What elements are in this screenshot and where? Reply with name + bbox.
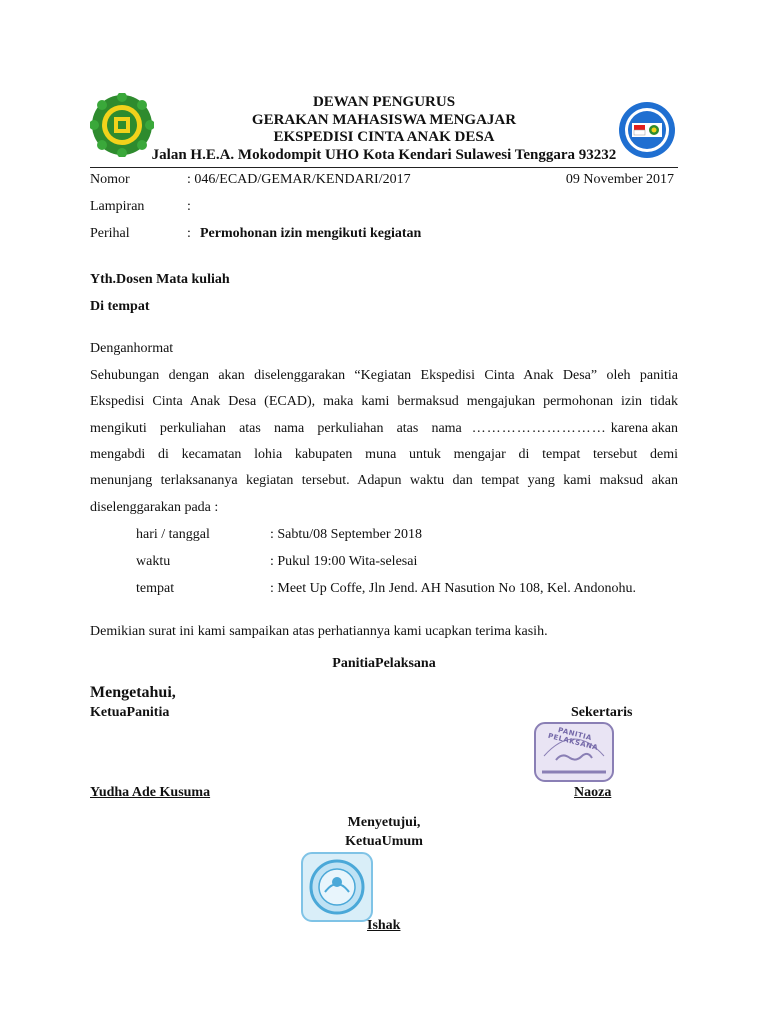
body-line-5: menunjang terlaksananya kegiatan tersebut. Adapun waktu dan tempat yang kami maksud akan xyxy=(90,473,678,488)
ketua-umum-title: KetuaUmum xyxy=(345,834,423,849)
committee-stamp-icon xyxy=(534,722,614,782)
lampiran-value: : xyxy=(187,199,191,214)
body-line-3b: karena akan xyxy=(610,421,678,436)
org-title-line1: DEWAN PENGURUS xyxy=(312,94,456,110)
body-line-3 xyxy=(90,421,678,437)
committee-stamp-text: PANITIA PELAKSANA xyxy=(547,726,599,752)
org-address: Jalan H.E.A. Mokodompit UHO Kota Kendari Sulawesi Tenggara 93232 xyxy=(151,147,617,163)
schedule-value-place: : Meet Up Coffe, Jln Jend. AH Nasution No 108, Kel. Andonohu. xyxy=(270,581,637,596)
schedule-label-place: tempat xyxy=(136,581,175,596)
body-line-1: Sehubungan dengan akan diselenggarakan “Kegiatan Ekspedisi Cinta Anak Desa” oleh panitia xyxy=(90,368,678,383)
schedule-value-day: : Sabtu/08 September 2018 xyxy=(270,527,423,542)
body-line-6: diselenggarakan pada : xyxy=(90,500,219,515)
recipient-line2: Di tempat xyxy=(90,299,150,314)
schedule-label-time: waktu xyxy=(136,554,171,569)
org-title-line2: GERAKAN MAHASISWA MENGAJAR xyxy=(251,112,517,128)
recipient-line1: Yth.Dosen Mata kuliah xyxy=(90,272,230,287)
nomor-value: : 046/ECAD/GEMAR/KENDARI/2017 xyxy=(187,172,411,187)
perihal-colon: : xyxy=(187,226,191,241)
greeting: Denganhormat xyxy=(90,341,174,356)
organization-stamp-icon xyxy=(301,852,373,922)
sekretaris-name: Naoza xyxy=(574,785,612,800)
ketua-umum-name: Ishak xyxy=(367,918,401,933)
menyetujui-label: Menyetujui, xyxy=(347,815,421,830)
schedule-value-time: : Pukul 19:00 Wita-selesai xyxy=(270,554,418,569)
letter-date: 09 November 2017 xyxy=(565,172,674,187)
closing-sentence: Demikian surat ini kami sampaikan atas perhatiannya kami ucapkan terima kasih. xyxy=(90,624,548,639)
committee-title: PanitiaPelaksana xyxy=(332,656,436,671)
perihal-label: Perihal xyxy=(90,226,130,241)
body-line-2: Ekspedisi Cinta Anak Desa (ECAD), maka kami bermaksud mengajukan permohonan izin tidak xyxy=(90,394,678,409)
name-placeholder-dots: ……………………… xyxy=(471,421,607,436)
sekretaris-title: Sekertaris xyxy=(571,705,633,720)
mengetahui-label: Mengetahui, xyxy=(90,684,176,701)
schedule-label-day: hari / tanggal xyxy=(136,527,210,542)
body-line-3a: mengikuti perkuliahan atas nama perkuliahan atas nama xyxy=(90,421,462,436)
perihal-value: Permohonan izin mengikuti kegiatan xyxy=(200,226,422,241)
header-divider xyxy=(90,167,678,168)
org-title-line3: EKSPEDISI CINTA ANAK DESA xyxy=(273,129,495,145)
ketua-panitia-title: KetuaPanitia xyxy=(90,705,170,720)
lampiran-label: Lampiran xyxy=(90,199,145,214)
ketua-panitia-name: Yudha Ade Kusuma xyxy=(90,785,211,800)
nomor-label: Nomor xyxy=(90,172,130,187)
body-line-4: mengabdi di kecamatan lohia kabupaten muna untuk mengajar di tempat tersebut demi xyxy=(90,447,678,462)
